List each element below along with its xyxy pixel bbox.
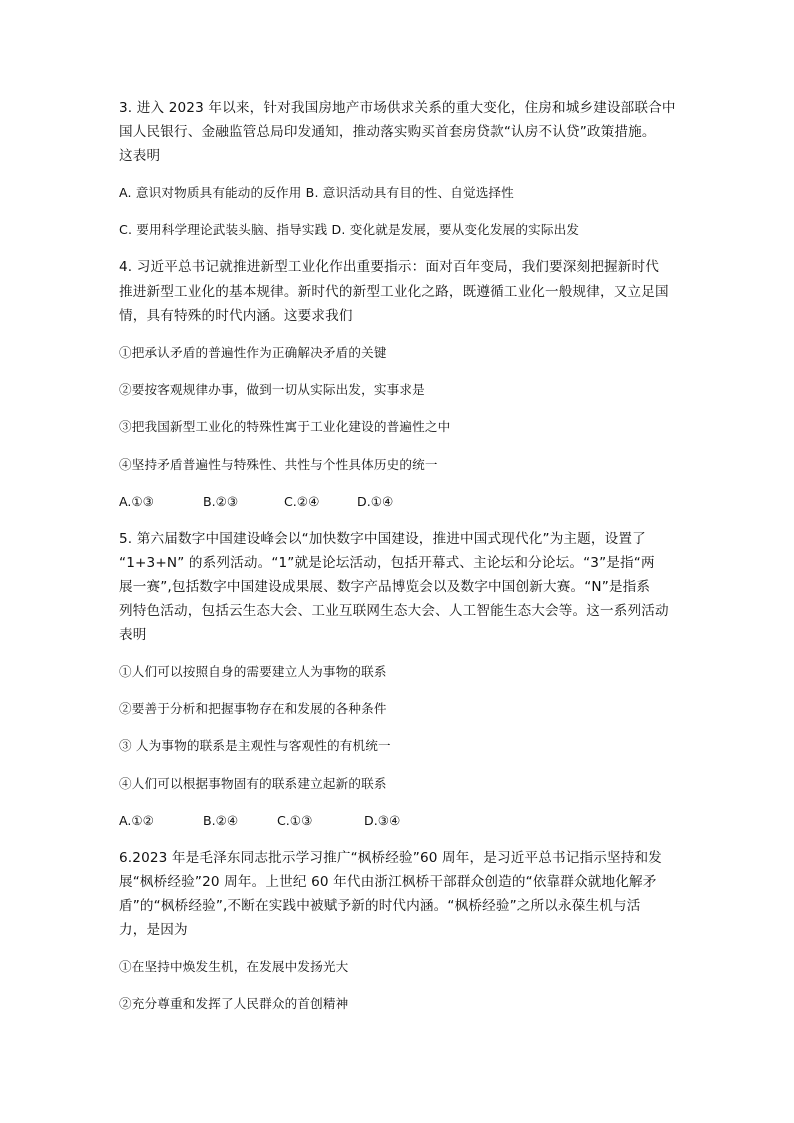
q3-options-ab: A. 意识对物质具有能动的反作用 B. 意识活动具有目的性、自觉选择性 <box>119 185 514 200</box>
q4-choice-b: B.②③ <box>203 494 239 509</box>
q6-stem-line-4: 力，是因为 <box>119 922 188 938</box>
q4-item-3: ③把我国新型工业化的特殊性寓于工业化建设的普遍性之中 <box>119 419 451 434</box>
q4-stem-line-2: 推进新型工业化的基本规律。新时代的新型工业化之路，既遵循工业化一般规律，又立足国 <box>119 284 669 300</box>
q5-choices <box>119 811 400 831</box>
q5-item-4: ④人们可以根据事物固有的联系建立起新的联系 <box>119 776 387 791</box>
q4-item-1: ①把承认矛盾的普遍性作为正确解决矛盾的关键 <box>119 345 387 360</box>
q5-choice-b: B.②④ <box>203 813 239 828</box>
q6-item-2: ②充分尊重和发挥了人民群众的首创精神 <box>119 996 349 1011</box>
q6-stem-line-3: 盾”的“枫桥经验”,不断在实践中被赋予新的时代内涵。“枫桥经验”之所以永葆生机与活 <box>119 898 641 914</box>
q4-choices <box>119 492 393 512</box>
q5-choice-a: A.①② <box>119 813 154 828</box>
q5-item-3: ③ 人为事物的联系是主观性与客观性的有机统一 <box>119 738 391 753</box>
q4-item-4: ④坚持矛盾普遍性与特殊性、共性与个性具体历史的统一 <box>119 457 438 472</box>
q4-stem-line-3: 情，具有特殊的时代内涵。这要求我们 <box>119 308 353 324</box>
q6-stem-line-1: 6.2023 年是毛泽东同志批示学习推广“枫桥经验”60 周年，是习近平总书记指示坚持和发 <box>119 850 662 866</box>
q5-choice-d: D.③④ <box>364 813 401 828</box>
q5-stem-line-4: 列特色活动，包括云生态大会、工业互联网生态大会、人工智能生态大会等。这一系列活动 <box>119 603 669 619</box>
q5-item-2: ②要善于分析和把握事物存在和发展的各种条件 <box>119 701 387 716</box>
q4-stem-line-1: 4. 习近平总书记就推进新型工业化作出重要指示：面对百年变局，我们要深刻把握新时代 <box>119 259 660 275</box>
q4-choice-a: A.①③ <box>119 494 154 509</box>
q3-stem-line-1: 3. 进入 2023 年以来，针对我国房地产市场供求关系的重大变化，住房和城乡建设部联合中 <box>119 100 676 116</box>
q5-item-1: ①人们可以按照自身的需要建立人为事物的联系 <box>119 664 387 679</box>
q5-stem-line-3: 展一赛”,包括数字中国建设成果展、数字产品博览会以及数字中国创新大赛。“N”是指系 <box>119 579 651 595</box>
q6-item-1: ①在坚持中焕发生机，在发展中发扬光大 <box>119 959 349 974</box>
q4-choice-d: D.①④ <box>357 494 394 509</box>
q5-choice-c: C.①③ <box>277 813 313 828</box>
q5-stem-line-2: “1+3+N” 的系列活动。“1”就是论坛活动，包括开幕式、主论坛和分论坛。“3”是指“两 <box>119 555 655 571</box>
q3-stem-line-3: 这表明 <box>119 148 161 164</box>
q5-stem-line-5: 表明 <box>119 627 147 643</box>
q4-item-2: ②要按客观规律办事，做到一切从实际出发，实事求是 <box>119 382 425 397</box>
q4-choice-c: C.②④ <box>284 494 320 509</box>
q6-stem-line-2: 展“枫桥经验”20 周年。上世纪 60 年代由浙江枫桥干部群众创造的“依靠群众就地化解矛 <box>119 874 657 890</box>
q3-stem-line-2: 国人民银行、金融监管总局印发通知，推动落实购买首套房贷款“认房不认贷”政策措施。 <box>119 124 656 140</box>
q3-options-cd: C. 要用科学理论武装头脑、指导实践 D. 变化就是发展，要从变化发展的实际出发 <box>119 222 580 237</box>
q5-stem-line-1: 5. 第六届数字中国建设峰会以“加快数字中国建设，推进中国式现代化”为主题，设置了 <box>119 531 646 547</box>
